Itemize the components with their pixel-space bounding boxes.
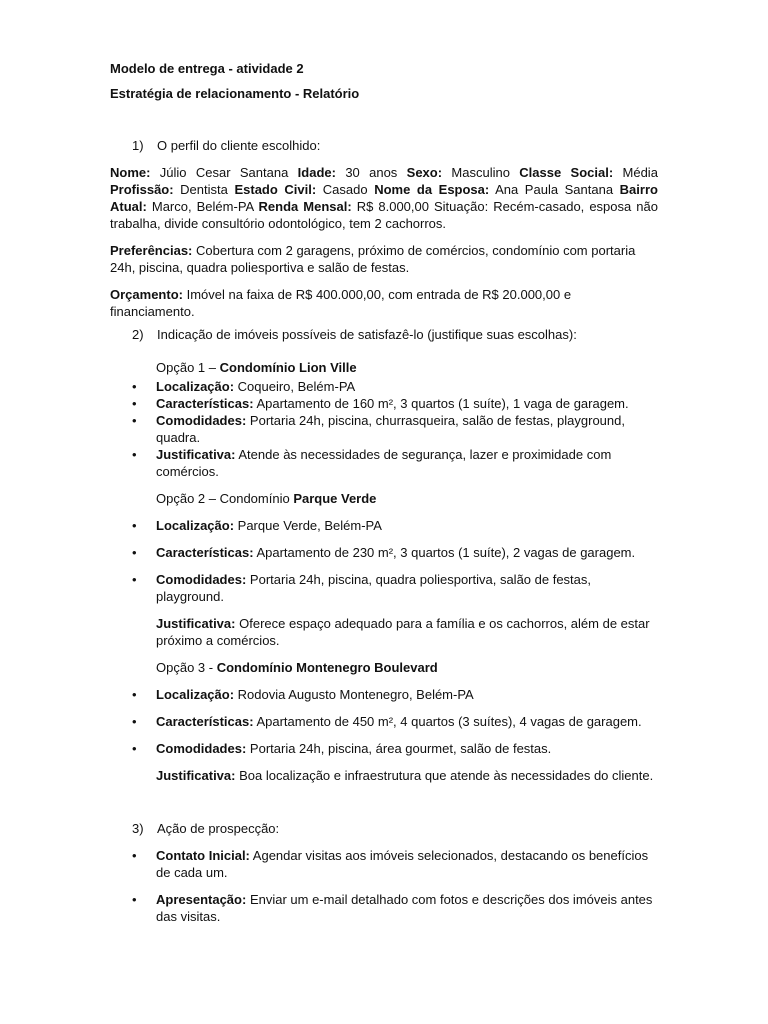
sexo-value: Masculino [451,165,510,180]
classe-label: Classe Social: [519,165,614,180]
list-item [132,412,658,446]
bullet-icon: • [132,687,137,702]
caracteristicas-label: Características: [156,714,254,729]
bullet-icon: • [132,892,137,907]
list-item [132,544,658,561]
list-item [132,740,658,757]
list-item [132,847,658,881]
bullet-icon: • [132,741,137,756]
localizacao-label: Localização: [156,379,235,394]
preferencias-value: Cobertura com 2 garagens, próximo de comércios, condomínio com portaria 24h, piscina, quadra poliesportiva e salão de festas. [110,243,636,275]
contato-inicial-label: Contato Inicial: [156,848,250,863]
list-item [132,395,658,412]
bullet-icon: • [132,848,137,863]
justificativa-value: Atende às necessidades de segurança, lazer e proximidade com comércios. [156,447,612,479]
justificativa-paragraph [156,615,658,649]
apresentacao-label: Apresentação: [156,892,247,907]
caracteristicas-label: Características: [156,545,254,560]
bullet-icon: • [132,545,137,560]
option-name: Condomínio Lion Ville [219,360,357,375]
justificativa-label: Justificativa: [156,616,236,631]
section-title: O perfil do cliente escolhido: [157,138,321,153]
estado-civil-label: Estado Civil: [234,182,317,197]
bullet-icon: • [132,413,137,428]
option-heading [156,659,658,676]
renda-value: R$ 8.000,00 Situação: [356,199,489,214]
comodidades-value: Portaria 24h, piscina, churrasqueira, salão de festas, playground, quadra. [156,413,625,445]
client-profile-paragraph [110,164,658,232]
caracteristicas-value: Apartamento de 160 m², 3 quartos (1 suíte), 1 vaga de garagem. [256,396,629,411]
option-heading [156,490,658,507]
sexo-label: Sexo: [406,165,443,180]
section-number: 2) [132,327,144,342]
bullet-icon: • [132,714,137,729]
bairro-value: Marco, Belém-PA [151,199,254,214]
bullet-icon: • [132,396,137,411]
localizacao-value: Rodovia Augusto Montenegro, Belém-PA [237,687,474,702]
comodidades-value: Portaria 24h, piscina, área gourmet, salão de festas. [249,741,552,756]
list-item [132,446,658,480]
apresentacao-value: Enviar um e-mail detalhado com fotos e descrições dos imóveis antes das visitas. [156,892,653,924]
option-heading [156,359,658,376]
option-prefix: Opção 2 – Condomínio [156,491,294,506]
section-2-heading [132,326,658,343]
orcamento-value: Imóvel na faixa de R$ 400.000,00, com entrada de R$ 20.000,00 e financiamento. [110,287,572,319]
estado-civil-value: Casado [322,182,368,197]
localizacao-label: Localização: [156,518,235,533]
bullet-icon: • [132,572,137,587]
esposa-label: Nome da Esposa: [374,182,490,197]
document-title: Modelo de entrega - atividade 2 [110,61,304,76]
justificativa-label: Justificativa: [156,447,236,462]
situacao-value: Recém-casado, esposa não trabalha, divide consultório odontológico, tem 2 cachorros. [110,199,658,231]
bullet-icon: • [132,518,137,533]
list-item [132,686,658,703]
caracteristicas-value: Apartamento de 450 m², 4 quartos (3 suítes), 4 vagas de garagem. [256,714,642,729]
justificativa-value: Oferece espaço adequado para a família e os cachorros, além de estar próximo a comércios. [156,616,650,648]
comodidades-value: Portaria 24h, piscina, quadra poliesportiva, salão de festas, playground. [156,572,592,604]
option-name: Parque Verde [293,491,377,506]
section-number: 3) [132,821,144,836]
justificativa-value: Boa localização e infraestrutura que atende às necessidades do cliente. [239,768,654,783]
section-number: 1) [132,138,144,153]
document-subtitle: Estratégia de relacionamento - Relatório [110,86,360,101]
esposa-value: Ana Paula Santana [495,182,614,197]
caracteristicas-label: Características: [156,396,254,411]
bullet-icon: • [132,379,137,394]
caracteristicas-value: Apartamento de 230 m², 3 quartos (1 suíte), 2 vagas de garagem. [256,545,636,560]
bairro-label: Bairro Atual: [110,182,658,214]
justificativa-label: Justificativa: [156,768,236,783]
localizacao-label: Localização: [156,687,235,702]
option-prefix: Opção 1 – [156,360,220,375]
classe-value: Média [622,165,658,180]
section-title: Indicação de imóveis possíveis de satisfazê-lo (justifique suas escolhas): [157,327,577,342]
section-3-heading [132,820,658,837]
preferencias-paragraph [110,242,658,276]
nome-value: Júlio Cesar Santana [159,165,289,180]
comodidades-label: Comodidades: [156,413,247,428]
idade-value: 30 anos [345,165,398,180]
idade-label: Idade: [297,165,336,180]
option-name: Condomínio Montenegro Boulevard [216,660,438,675]
orcamento-paragraph [110,286,658,320]
section-title: Ação de prospecção: [157,821,280,836]
justificativa-paragraph [156,767,658,784]
list-item [132,571,658,605]
section-1-heading [132,137,658,154]
localizacao-value: Coqueiro, Belém-PA [237,379,356,394]
list-item [132,891,658,925]
comodidades-label: Comodidades: [156,572,247,587]
renda-label: Renda Mensal: [258,199,352,214]
nome-label: Nome: [110,165,151,180]
comodidades-label: Comodidades: [156,741,247,756]
list-item [132,713,658,730]
bullet-icon: • [132,447,137,462]
profissao-value: Dentista [180,182,228,197]
list-item [132,378,658,395]
localizacao-value: Parque Verde, Belém-PA [237,518,382,533]
orcamento-label: Orçamento: [110,287,183,302]
preferencias-label: Preferências: [110,243,193,258]
option-prefix: Opção 3 - [156,660,217,675]
contato-inicial-value: Agendar visitas aos imóveis selecionados, destacando os benefícios de cada um. [156,848,649,880]
profissao-label: Profissão: [110,182,174,197]
list-item [132,517,658,534]
